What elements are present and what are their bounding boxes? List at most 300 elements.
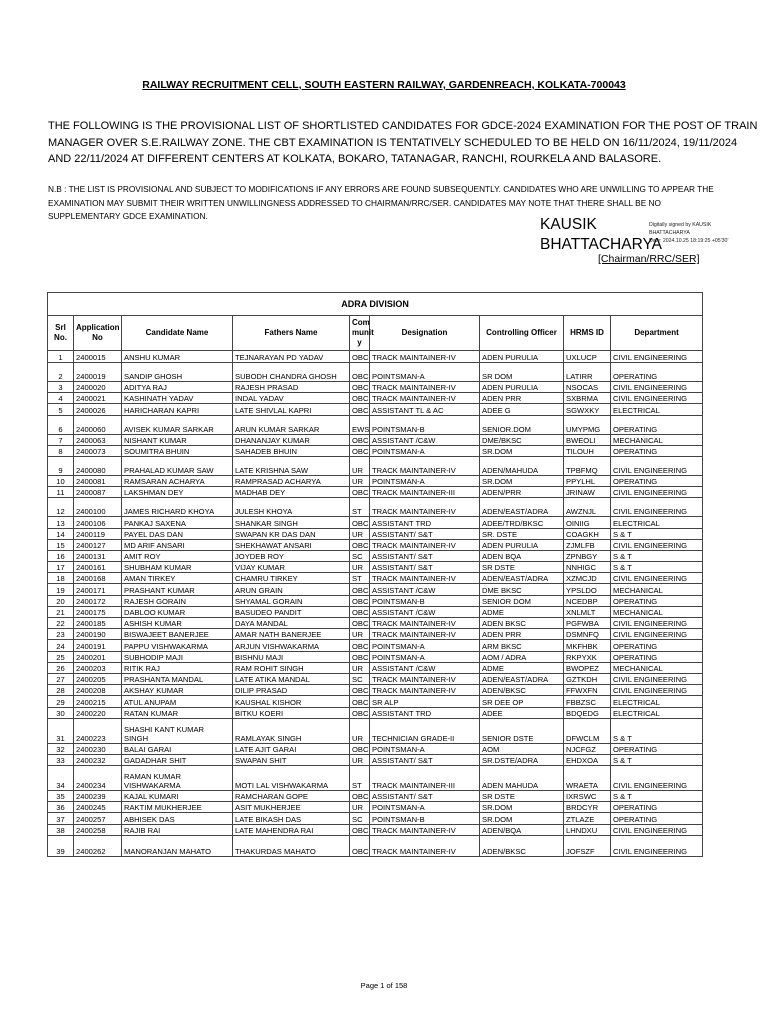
serial-cell: 16 [48, 550, 74, 561]
candidate-name-cell: RAMAN KUMAR VISHWAKARMA [122, 766, 233, 791]
community-cell: OBC [350, 363, 370, 382]
intro-line: THE FOLLOWING IS THE PROVISIONAL LIST OF SHORTLISTED CANDIDATES FOR GDCE-2024 EXAMINATION FOR THE POST OF TRAIN [48, 120, 758, 132]
department-cell: MECHANICAL [611, 434, 703, 445]
application-no-cell: 2400080 [74, 456, 122, 475]
controlling-officer-cell: AOM [480, 743, 564, 754]
table-row [48, 456, 703, 475]
serial-cell: 15 [48, 539, 74, 550]
department-cell: CIVIL ENGINEERING [611, 382, 703, 393]
application-no-cell: 2400020 [74, 382, 122, 393]
designation-cell: TRACK MAINTAINER-III [370, 766, 480, 791]
community-cell: UR [350, 528, 370, 539]
designation-cell: ASSISTANT /C&W [370, 434, 480, 445]
hrms-id-cell: YPSLDO [564, 584, 611, 595]
department-cell: S & T [611, 791, 703, 802]
signature-meta-line: Date: 2024.10.25 18:19:25 +05'30' [649, 238, 729, 244]
table-row [48, 606, 703, 617]
column-header-row [48, 316, 703, 351]
designation-cell: TRACK MAINTAINER-IV [370, 393, 480, 404]
serial-cell: 10 [48, 475, 74, 486]
fathers-name-cell: SWAPAN KR DAS DAN [233, 528, 350, 539]
serial-cell: 28 [48, 685, 74, 696]
fathers-name-cell: THAKURDAS MAHATO [233, 835, 350, 856]
fathers-name-cell: SAHADEB BHUIN [233, 445, 350, 456]
designation-cell: TRACK MAINTAINER-IV [370, 629, 480, 640]
fathers-name-cell: RAMCHARAN GOPE [233, 791, 350, 802]
serial-cell: 36 [48, 802, 74, 813]
serial-cell: 33 [48, 754, 74, 765]
community-cell: OBC [350, 707, 370, 718]
designation-cell: TRACK MAINTAINER-IV [370, 835, 480, 856]
serial-cell: 17 [48, 562, 74, 573]
table-row [48, 573, 703, 584]
controlling-officer-cell: ADEN PURULIA [480, 382, 564, 393]
fathers-name-cell: MOTI LAL VISHWAKARMA [233, 766, 350, 791]
table-row [48, 487, 703, 498]
controlling-officer-cell: ADEN/BQA [480, 824, 564, 835]
designation-cell: TRACK MAINTAINER-IV [370, 456, 480, 475]
community-cell: OBC [350, 824, 370, 835]
designation-cell: ASSISTANT /C&W [370, 584, 480, 595]
candidate-name-cell: RATAN KUMAR [122, 707, 233, 718]
hrms-id-cell: RKPYXK [564, 651, 611, 662]
table-row [48, 539, 703, 550]
candidate-name-cell: ASHISH KUMAR [122, 618, 233, 629]
hrms-id-cell: DSMNFQ [564, 629, 611, 640]
community-cell: UR [350, 629, 370, 640]
designation-cell: ASSISTANT/ S&T [370, 754, 480, 765]
serial-cell: 30 [48, 707, 74, 718]
serial-cell: 11 [48, 487, 74, 498]
candidate-name-cell: SHASHI KANT KUMAR SINGH [122, 718, 233, 743]
fathers-name-cell: ARUN GRAIN [233, 584, 350, 595]
department-cell: CIVIL ENGINEERING [611, 824, 703, 835]
signature-name [540, 215, 662, 255]
candidate-name-cell: RITIK RAJ [122, 662, 233, 673]
department-cell: MECHANICAL [611, 606, 703, 617]
hrms-id-cell: ZJMLFB [564, 539, 611, 550]
controlling-officer-cell: ADEN BKSC [480, 618, 564, 629]
application-no-cell: 2400262 [74, 835, 122, 856]
candidate-name-cell: ATUL ANUPAM [122, 696, 233, 707]
controlling-officer-cell: SR DOM [480, 363, 564, 382]
candidate-name-cell: RAJIB RAI [122, 824, 233, 835]
hrms-id-cell: IXRSWC [564, 791, 611, 802]
department-cell: CIVIL ENGINEERING [611, 835, 703, 856]
designation-cell: TRACK MAINTAINER-IV [370, 618, 480, 629]
designation-cell: POINTSMAN-A [370, 802, 480, 813]
serial-cell: 1 [48, 351, 74, 363]
fathers-name-cell: LATE AJIT GARAI [233, 743, 350, 754]
controlling-officer-cell: ADEN PRR [480, 629, 564, 640]
department-cell: OPERATING [611, 363, 703, 382]
department-cell: CIVIL ENGINEERING [611, 766, 703, 791]
fathers-name-cell: RAMLAYAK SINGH [233, 718, 350, 743]
community-cell: OBC [350, 791, 370, 802]
designation-cell: TRACK MAINTAINER-IV [370, 539, 480, 550]
candidate-name-cell: PAYEL DAS DAN [122, 528, 233, 539]
department-cell: MECHANICAL [611, 662, 703, 673]
hrms-id-cell: XNLMLT [564, 606, 611, 617]
controlling-officer-cell: ADEN PURULIA [480, 351, 564, 363]
designation-cell: POINTSMAN-A [370, 651, 480, 662]
candidate-name-cell: JAMES RICHARD KHOYA [122, 498, 233, 517]
application-no-cell: 2400100 [74, 498, 122, 517]
application-no-cell: 2400185 [74, 618, 122, 629]
hrms-id-cell: NNHIGC [564, 562, 611, 573]
application-no-cell: 2400087 [74, 487, 122, 498]
fathers-name-cell: JOYDEB ROY [233, 550, 350, 561]
table-row [48, 673, 703, 684]
designation-cell: POINTSMAN-B [370, 415, 480, 434]
application-no-cell: 2400234 [74, 766, 122, 791]
department-cell: CIVIL ENGINEERING [611, 685, 703, 696]
serial-cell: 9 [48, 456, 74, 475]
community-cell: EWS [350, 415, 370, 434]
hrms-id-cell: FFWXFN [564, 685, 611, 696]
fathers-name-cell: ARUN KUMAR SARKAR [233, 415, 350, 434]
community-cell: OBC [350, 595, 370, 606]
table-row [48, 766, 703, 791]
designation-cell: TECHNICIAN GRADE-II [370, 718, 480, 743]
serial-cell: 38 [48, 824, 74, 835]
candidate-name-cell: SUBHODIP MAJI [122, 651, 233, 662]
table-row [48, 562, 703, 573]
candidates-table [47, 292, 703, 857]
fathers-name-cell: ASIT MUKHERJEE [233, 802, 350, 813]
fathers-name-cell: DILIP PRASAD [233, 685, 350, 696]
fathers-name-cell: SUBODH CHANDRA GHOSH [233, 363, 350, 382]
designation-cell: SR ALP [370, 696, 480, 707]
candidate-name-cell: AMAN TIRKEY [122, 573, 233, 584]
fathers-name-cell: BASUDEO PANDIT [233, 606, 350, 617]
hrms-id-cell: OINIIG [564, 517, 611, 528]
fathers-name-cell: VIJAY KUMAR [233, 562, 350, 573]
fathers-name-cell: LATE SHIVLAL KAPRI [233, 404, 350, 415]
hrms-id-cell: BRDCYR [564, 802, 611, 813]
designation-cell: TRACK MAINTAINER-IV [370, 573, 480, 584]
hrms-id-cell: SXBRMA [564, 393, 611, 404]
table-row [48, 517, 703, 528]
hrms-id-cell: COAGKH [564, 528, 611, 539]
department-header: Department [611, 316, 703, 351]
controlling-officer-cell: ADEN PURULIA [480, 539, 564, 550]
hrms-id-cell: TILOUH [564, 445, 611, 456]
candidate-name-cell: MD ARIF ANSARI [122, 539, 233, 550]
department-cell: CIVIL ENGINEERING [611, 539, 703, 550]
department-cell: CIVIL ENGINEERING [611, 618, 703, 629]
candidate-name-cell: KAJAL KUMARI [122, 791, 233, 802]
fathers-name-cell: CHAMRU TIRKEY [233, 573, 350, 584]
controlling-officer-cell: ADEN/BKSC [480, 685, 564, 696]
designation-cell: ASSISTANT/ S&T [370, 528, 480, 539]
controlling-officer-cell: DME BKSC [480, 584, 564, 595]
fathers-name-cell: SHEKHAWAT ANSARI [233, 539, 350, 550]
designation-cell: POINTSMAN-A [370, 445, 480, 456]
fathers-name-cell: JULESH KHOYA [233, 498, 350, 517]
fathers-name-cell: SHYAMAL GORAIN [233, 595, 350, 606]
community-cell: OBC [350, 382, 370, 393]
fathers-name-cell: LATE MAHENDRA RAI [233, 824, 350, 835]
hrms-id-cell: FBBZSC [564, 696, 611, 707]
signatory-role: [Chairman/RRC/SER] [598, 253, 700, 265]
intro-line: MANAGER OVER S.E.RAILWAY ZONE. THE CBT EXAMINATION IS TENTATIVELY SCHEDULED TO BE HELD ON 16/11/2024, 19/11/2024 [48, 136, 738, 149]
hrms-id-cell: SGWXKY [564, 404, 611, 415]
designation-cell: POINTSMAN-A [370, 363, 480, 382]
controlling-officer-cell: SR.DOM [480, 475, 564, 486]
table-row [48, 475, 703, 486]
hrms-id-cell: NCEDBP [564, 595, 611, 606]
designation-cell: POINTSMAN-A [370, 475, 480, 486]
application-no-header: Application No [74, 316, 122, 351]
community-cell: OBC [350, 618, 370, 629]
table-row [48, 382, 703, 393]
candidate-name-cell: PRASHANT KUMAR [122, 584, 233, 595]
hrms-id-cell: DFWCLM [564, 718, 611, 743]
application-no-cell: 2400131 [74, 550, 122, 561]
application-no-cell: 2400073 [74, 445, 122, 456]
table-row [48, 415, 703, 434]
candidate-name-cell: PANKAJ SAXENA [122, 517, 233, 528]
department-cell: OPERATING [611, 595, 703, 606]
designation-cell: TRACK MAINTAINER-IV [370, 351, 480, 363]
table-row [48, 651, 703, 662]
application-no-cell: 2400063 [74, 434, 122, 445]
community-cell: UR [350, 754, 370, 765]
fathers-name-cell: INDAL YADAV [233, 393, 350, 404]
serial-cell: 37 [48, 813, 74, 824]
controlling-officer-cell: ADEN/EAST/ADRA [480, 673, 564, 684]
candidate-name-cell: KASHINATH YADAV [122, 393, 233, 404]
table-row [48, 835, 703, 856]
serial-cell: 24 [48, 640, 74, 651]
application-no-cell: 2400191 [74, 640, 122, 651]
hrms-id-cell: WRAETA [564, 766, 611, 791]
department-cell: S & T [611, 562, 703, 573]
application-no-cell: 2400171 [74, 584, 122, 595]
designation-cell: ASSISTANT /C&W [370, 606, 480, 617]
fathers-name-cell: MADHAB DEY [233, 487, 350, 498]
controlling-officer-header: Controlling Officer [480, 316, 564, 351]
designation-cell: TRACK MAINTAINER-IV [370, 673, 480, 684]
fathers-name-cell: SWAPAN SHIT [233, 754, 350, 765]
designation-cell: ASSISTANT/ S&T [370, 550, 480, 561]
candidate-name-cell: RAJESH GORAIN [122, 595, 233, 606]
department-cell: ELECTRICAL [611, 404, 703, 415]
community-cell: OBC [350, 835, 370, 856]
department-cell: OPERATING [611, 651, 703, 662]
department-cell: ELECTRICAL [611, 696, 703, 707]
hrms-id-cell: TPBFMQ [564, 456, 611, 475]
application-no-cell: 2400172 [74, 595, 122, 606]
candidate-name-cell: SANDIP GHOSH [122, 363, 233, 382]
community-cell: SC [350, 550, 370, 561]
table-row [48, 404, 703, 415]
community-cell: OBC [350, 351, 370, 363]
controlling-officer-cell: SR.DOM [480, 445, 564, 456]
application-no-cell: 2400215 [74, 696, 122, 707]
community-cell: OBC [350, 393, 370, 404]
serial-cell: 5 [48, 404, 74, 415]
candidate-name-cell: BALAI GARAI [122, 743, 233, 754]
table-row [48, 791, 703, 802]
application-no-cell: 2400019 [74, 363, 122, 382]
application-no-cell: 2400161 [74, 562, 122, 573]
candidate-name-header: Candidate Name [122, 316, 233, 351]
controlling-officer-cell: ADEE [480, 707, 564, 718]
table-row [48, 584, 703, 595]
fathers-name-cell: LATE KRISHNA SAW [233, 456, 350, 475]
hrms-id-cell: JRINAW [564, 487, 611, 498]
department-cell: S & T [611, 550, 703, 561]
designation-cell: ASSISTANT /C&W [370, 662, 480, 673]
community-cell: OBC [350, 743, 370, 754]
application-no-cell: 2400220 [74, 707, 122, 718]
candidate-name-cell: PRAHALAD KUMAR SAW [122, 456, 233, 475]
table-row [48, 707, 703, 718]
table-row [48, 550, 703, 561]
controlling-officer-cell: ADME [480, 606, 564, 617]
table-row [48, 824, 703, 835]
table-row [48, 528, 703, 539]
document-title: RAILWAY RECRUITMENT CELL, SOUTH EASTERN RAILWAY, GARDENREACH, KOLKATA-700043 [142, 79, 626, 91]
fathers-name-cell: BISHNU MAJI [233, 651, 350, 662]
department-cell: OPERATING [611, 415, 703, 434]
department-cell: CIVIL ENGINEERING [611, 487, 703, 498]
hrms-id-cell: JOFSZF [564, 835, 611, 856]
community-cell: UR [350, 718, 370, 743]
candidate-name-cell: AKSHAY KUMAR [122, 685, 233, 696]
department-cell: OPERATING [611, 802, 703, 813]
controlling-officer-cell: ADEN/MAHUDA [480, 456, 564, 475]
signature-name-line: KAUSIK [540, 216, 597, 233]
application-no-cell: 2400021 [74, 393, 122, 404]
table-body [48, 351, 703, 857]
department-cell: CIVIL ENGINEERING [611, 673, 703, 684]
serial-header: Srl No. [48, 316, 74, 351]
community-cell: OBC [350, 445, 370, 456]
table-row [48, 629, 703, 640]
serial-cell: 32 [48, 743, 74, 754]
hrms-id-cell: AWZNJL [564, 498, 611, 517]
community-cell: SC [350, 673, 370, 684]
controlling-officer-cell: ADEN/EAST/ADRA [480, 498, 564, 517]
candidate-name-cell: ANSHU KUMAR [122, 351, 233, 363]
designation-cell: ASSISTANT/ S&T [370, 791, 480, 802]
controlling-officer-cell: ADEN PRR [480, 393, 564, 404]
controlling-officer-cell: SENIOR.DOM [480, 415, 564, 434]
designation-cell: ASSISTANT TRD [370, 707, 480, 718]
serial-cell: 2 [48, 363, 74, 382]
table-row [48, 393, 703, 404]
serial-cell: 6 [48, 415, 74, 434]
serial-cell: 27 [48, 673, 74, 684]
controlling-officer-cell: SR. DSTE [480, 528, 564, 539]
candidate-name-cell: AVISEK KUMAR SARKAR [122, 415, 233, 434]
department-cell: OPERATING [611, 445, 703, 456]
fathers-name-header: Fathers Name [233, 316, 350, 351]
controlling-officer-cell: SR DSTE [480, 562, 564, 573]
community-cell: ST [350, 573, 370, 584]
controlling-officer-cell: ADME [480, 662, 564, 673]
digital-signature-info [649, 221, 728, 245]
hrms-id-cell: BWOPEZ [564, 662, 611, 673]
community-cell: ST [350, 766, 370, 791]
controlling-officer-cell: SR.DOM [480, 802, 564, 813]
candidate-name-cell: ABHISEK DAS [122, 813, 233, 824]
table-row [48, 662, 703, 673]
candidate-name-cell: BISWAJEET BANERJEE [122, 629, 233, 640]
community-header: Com munit y [350, 316, 370, 351]
application-no-cell: 2400258 [74, 824, 122, 835]
table-row [48, 595, 703, 606]
fathers-name-cell: KAUSHAL KISHOR [233, 696, 350, 707]
application-no-cell: 2400232 [74, 754, 122, 765]
department-cell: CIVIL ENGINEERING [611, 351, 703, 363]
candidate-name-cell: RAKTIM MUKHERJEE [122, 802, 233, 813]
serial-cell: 35 [48, 791, 74, 802]
hrms-id-cell: UMYPMG [564, 415, 611, 434]
table-row [48, 685, 703, 696]
community-cell: OBC [350, 651, 370, 662]
candidate-name-cell: SHUBHAM KUMAR [122, 562, 233, 573]
note-line: EXAMINATION MAY SUBMIT THEIR WRITTEN UNWILLINGNESS ADDRESSED TO CHAIRMAN/RRC/SER. CANDIDATES MAY NOTE THAT THERE SHALL BE NO [48, 197, 661, 208]
intro-line: AND 22/11/2024 AT DIFFERENT CENTERS AT KOLKATA, BOKARO, TATANAGAR, RANCHI, ROURKELA AND BALASORE. [48, 153, 662, 165]
controlling-officer-cell: SR DEE OP [480, 696, 564, 707]
page-number: Page 1 of 158 [360, 981, 408, 990]
community-cell: OBC [350, 517, 370, 528]
hrms-id-cell: NSOCAS [564, 382, 611, 393]
community-cell: UR [350, 802, 370, 813]
hrms-id-cell: LHNDXU [564, 824, 611, 835]
application-no-cell: 2400230 [74, 743, 122, 754]
hrms-id-cell: EHDXOA [564, 754, 611, 765]
hrms-id-cell: PGFWBA [564, 618, 611, 629]
hrms-id-cell: UXLUCP [564, 351, 611, 363]
community-cell: OBC [350, 487, 370, 498]
community-cell: OBC [350, 685, 370, 696]
application-no-cell: 2400208 [74, 685, 122, 696]
controlling-officer-cell: ADEN/BKSC [480, 835, 564, 856]
department-cell: ELECTRICAL [611, 517, 703, 528]
controlling-officer-cell: ADEN BQA [480, 550, 564, 561]
fathers-name-cell: TEJNARAYAN PD YADAV [233, 351, 350, 363]
serial-cell: 19 [48, 584, 74, 595]
application-no-cell: 2400223 [74, 718, 122, 743]
controlling-officer-cell: ARM BKSC [480, 640, 564, 651]
department-cell: S & T [611, 718, 703, 743]
controlling-officer-cell: ADEE G [480, 404, 564, 415]
fathers-name-cell: LATE ATIKA MANDAL [233, 673, 350, 684]
table-row [48, 351, 703, 363]
serial-cell: 23 [48, 629, 74, 640]
controlling-officer-cell: AOM / ADRA [480, 651, 564, 662]
hrms-id-cell: BDQEDG [564, 707, 611, 718]
department-cell: OPERATING [611, 813, 703, 824]
designation-cell: TRACK MAINTAINER-III [370, 487, 480, 498]
controlling-officer-cell: SR.DSTE/ADRA [480, 754, 564, 765]
hrms-id-cell: BWEOLI [564, 434, 611, 445]
signature-meta-line: BHATTACHARYA [649, 230, 690, 236]
controlling-officer-cell: ADEN/PRR [480, 487, 564, 498]
candidate-name-cell: NISHANT KUMAR [122, 434, 233, 445]
serial-cell: 22 [48, 618, 74, 629]
hrms-id-cell: LATIRR [564, 363, 611, 382]
application-no-cell: 2400245 [74, 802, 122, 813]
community-cell: UR [350, 562, 370, 573]
serial-cell: 39 [48, 835, 74, 856]
table-row [48, 363, 703, 382]
